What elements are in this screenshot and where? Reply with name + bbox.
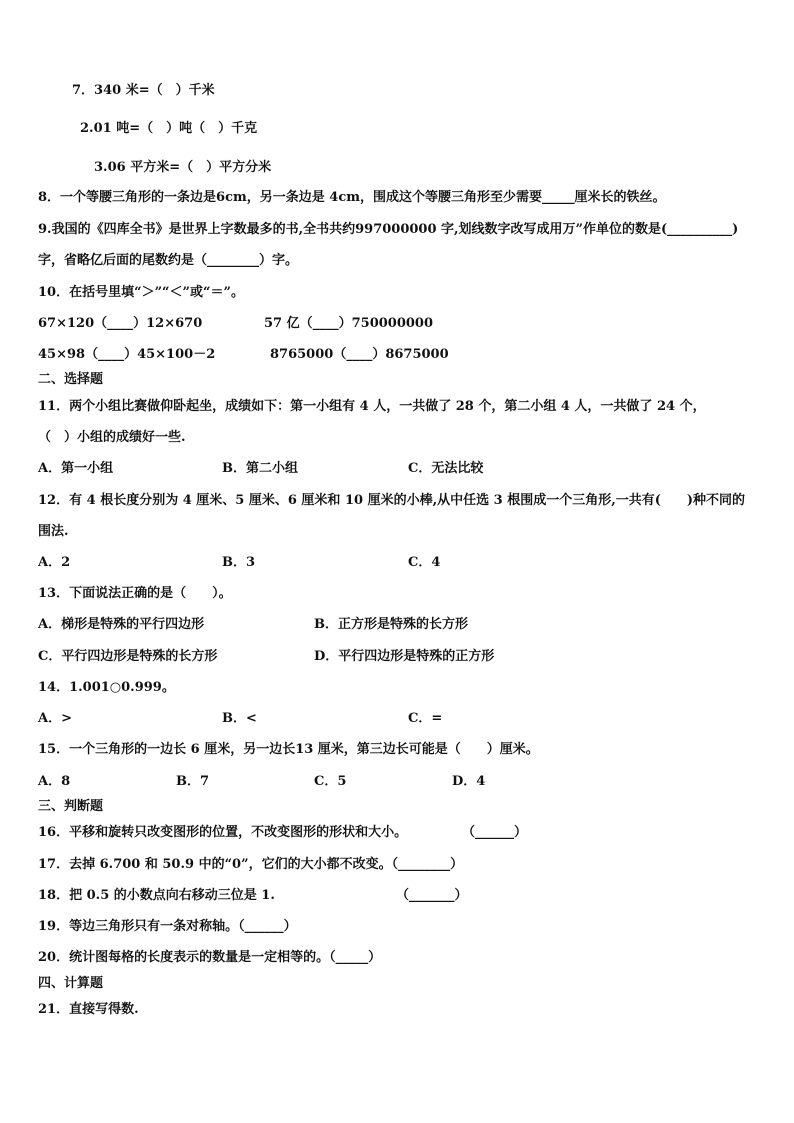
q11-option-a: A．第一小组 xyxy=(38,461,114,476)
q15-option-d: D．4 xyxy=(452,774,486,789)
q15-option-c: C．5 xyxy=(314,774,347,789)
q19: 19．等边三角形只有一条对称轴。（______） xyxy=(38,919,297,934)
section-judge-heading: 三、判断题 xyxy=(38,799,104,814)
q7-line3: 3.06 平方米=（ ）平方分米 xyxy=(94,160,272,175)
q9-line1: 9.我国的《四库全书》是世界上字数最多的书,全书共约997000000 字,划线数字改写成用万”作单位的数是(__________) xyxy=(38,222,739,237)
q13-option-c: C．平行四边形是特殊的长方形 xyxy=(38,649,218,664)
q21: 21．直接写得数. xyxy=(38,1002,139,1017)
q12-option-a: A．2 xyxy=(38,555,71,570)
q12-option-b: B．3 xyxy=(222,555,256,570)
q7-line2: 2.01 吨=（ ）吨（ ）千克 xyxy=(80,121,258,136)
q11-line1: 11．两个小组比赛做仰卧起坐，成绩如下：第一小组有 4 人，一共做了 28 个，第二小组 4 人，一共做了 24 个， xyxy=(38,399,706,414)
q11-line2: （ ）小组的成绩好一些. xyxy=(38,430,186,445)
q13-option-b: B．正方形是特殊的长方形 xyxy=(314,617,468,632)
q14-option-a: A．> xyxy=(38,711,72,726)
q18-text: 18．把 0.5 的小数点向右移动三位是 1. xyxy=(38,888,275,903)
section-calc-heading: 四、计算题 xyxy=(38,976,104,991)
q9-line2: 字，省略亿后面的尾数约是（________）字。 xyxy=(38,253,299,268)
q12-line2: 围法. xyxy=(38,524,69,539)
q13-option-a: A．梯形是特殊的平行四边形 xyxy=(38,617,205,632)
q16-blank: （______） xyxy=(462,825,528,840)
q16-text: 16．平移和旋转只改变图形的位置，不改变图形的形状和大小。 xyxy=(38,825,408,840)
q14-stem: 14．1.001○0.999。 xyxy=(38,680,175,695)
q18-blank: （_______） xyxy=(396,888,468,903)
q10-item-a: 67×120（____）12×670 xyxy=(38,316,203,331)
q13-stem: 13．下面说法正确的是（ ）。 xyxy=(38,586,232,601)
q10-item-d: 8765000（____）8675000 xyxy=(270,347,449,362)
section-choice-heading: 二、选择题 xyxy=(38,372,104,387)
q12-option-c: C．4 xyxy=(408,555,441,570)
q14-option-b: B．< xyxy=(222,711,257,726)
q17: 17．去掉 6.700 和 50.9 中的“0”，它们的大小都不改变。（________） xyxy=(38,857,464,872)
q7-line1: 7．340 米=（ ）千米 xyxy=(72,83,215,98)
q20: 20．统计图每格的长度表示的数量是一定相等的。（_____） xyxy=(38,950,382,965)
q11-option-c: C．无法比较 xyxy=(408,461,484,476)
q10-stem: 10．在括号里填“＞”“＜”或“＝”。 xyxy=(38,285,244,300)
q13-option-d: D．平行四边形是特殊的正方形 xyxy=(314,649,495,664)
q14-option-c: C．= xyxy=(408,711,443,726)
q8: 8．一个等腰三角形的一条边是6cm，另一条边是 4cm，围成这个等腰三角形至少需要_____厘米长的铁丝。 xyxy=(38,190,666,205)
q15-option-a: A．8 xyxy=(38,774,71,789)
q10-item-c: 45×98（____）45×100－2 xyxy=(38,347,216,362)
q15-stem: 15．一个三角形的一边长 6 厘米，另一边长13 厘米，第三边长可能是（ ）厘米。 xyxy=(38,742,539,757)
q15-option-b: B．7 xyxy=(176,774,210,789)
q11-option-b: B．第二小组 xyxy=(222,461,298,476)
q10-item-b: 57 亿（____）750000000 xyxy=(264,316,434,331)
q12-line1: 12．有 4 根长度分别为 4 厘米、5 厘米、6 厘米和 10 厘米的小棒,从中任选 3 根围成一个三角形,一共有( )种不同的 xyxy=(38,493,746,508)
